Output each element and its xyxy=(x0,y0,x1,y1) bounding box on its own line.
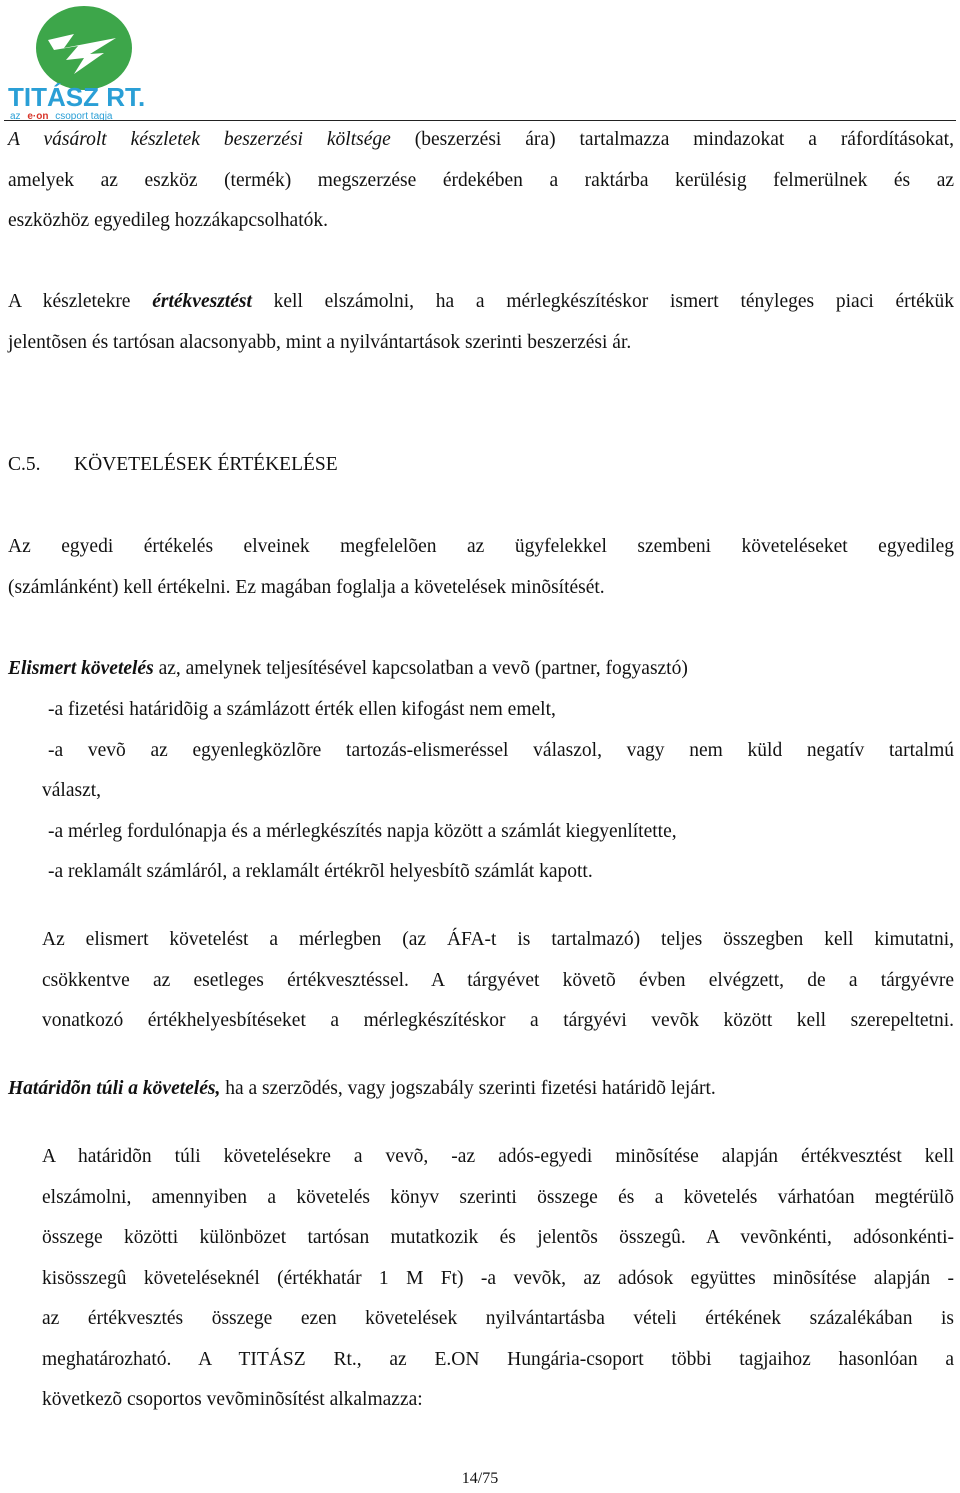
text-line: kisösszegû követeléseknél (értékhatár 1 M Ft) -a vevõk, az adósok együttes minõsítése alapján - xyxy=(42,1267,954,1289)
eon-brand-mark: e·on xyxy=(27,111,49,122)
text-line: eszközhöz egyedileg hozzákapcsolhatók. xyxy=(8,210,328,231)
paragraph-individual-valuation xyxy=(8,527,954,608)
logo-tagline-suffix: csoport tagja xyxy=(55,111,113,122)
text-span: kell elszámolni, ha a mérlegkészítéskor ismert tényleges piaci értékük xyxy=(251,291,954,312)
list-item: -a reklamált számláról, a reklamált értékrõl helyesbítõ számlát kapott. xyxy=(48,861,593,882)
text-line xyxy=(8,120,954,161)
emphasis-term: Elismert követelés xyxy=(8,658,154,679)
section-title: KÖVETELÉSEK ÉRTÉKELÉSE xyxy=(74,454,338,475)
company-logo xyxy=(4,4,160,122)
paragraph-acquisition-cost xyxy=(8,120,954,242)
text-line xyxy=(8,1069,954,1110)
emphasis-term: A vásárolt készletek beszerzési költsége xyxy=(8,129,391,150)
text-line: Az elismert követelést a mérlegben (az ÁFA-t is tartalmazó) teljes összegben kell kimutatni, xyxy=(42,929,954,950)
text-line: amelyek az eszköz (termék) megszerzése érdekében a raktárba kerülésig felmerülnek és az xyxy=(8,169,954,191)
paragraph-balance-sheet xyxy=(42,920,954,1042)
text-line: A határidõn túli követelésekre a vevõ, -az adós-egyedi minõsítése alapján értékvesztést kell xyxy=(42,1146,954,1167)
list-item: -a fizetési határidõig a számlázott érték ellen kifogást nem emelt, xyxy=(48,699,556,720)
text-line: Az egyedi értékelés elveinek megfelelõen az ügyfelekkel szembeni követeléseket egyedileg xyxy=(8,536,954,557)
text-span: (beszerzési ára) tartalmazza mindazokat a ráfordításokat, xyxy=(390,129,954,150)
emphasis-term: értékvesztést xyxy=(152,291,252,312)
text-line: csökkentve az esetleges értékvesztéssel. A tárgyévet követõ évben elvégzett, de a tárgyévre xyxy=(42,969,954,991)
text-line: következõ csoportos vevõminõsítést alkalmazza: xyxy=(42,1389,423,1410)
text-line: vonatkozó értékhelyesbítéseket a mérlegkészítéskor a tárgyévi vevõk között kell szerepeltetni. xyxy=(42,1010,954,1031)
text-line: összege közötti különbözet tartósan mutatkozik és jelentõs összegû. A vevõnkénti, adósonkénti- xyxy=(42,1227,954,1248)
section-number: C.5. xyxy=(8,454,41,475)
paragraph-impairment xyxy=(8,282,954,363)
text-line: elszámolni, amennyiben a követelés könyv szerinti összege és a követelés várhatóan megtérülõ xyxy=(42,1186,954,1208)
text-span: A készletekre xyxy=(8,291,153,312)
text-line: az értékvesztés összege ezen követelések nyilvántartásba vételi értékének százalékában is xyxy=(42,1308,954,1329)
list-item: -a mérleg fordulónapja és a mérlegkészítés napja között a számlát kiegyenlítette, xyxy=(48,820,677,842)
criteria-list xyxy=(42,690,954,893)
section-heading xyxy=(8,445,338,485)
paragraph-overdue xyxy=(8,1069,954,1110)
paragraph-recognized-receivable xyxy=(8,649,954,690)
text-line: jelentõsen és tartósan alacsonyabb, mint a nyilvántartások szerinti beszerzési ár. xyxy=(8,331,632,353)
logo-name: TITÁSZ RT. xyxy=(8,82,146,112)
list-item: -a vevõ az egyenlegközlõre tartozás-elismeréssel válaszol, vagy nem küld negatív tartalmú xyxy=(48,739,954,761)
text-line xyxy=(8,649,954,690)
text-span: ha a szerzõdés, vagy jogszabály szerinti fizetési határidõ lejárt. xyxy=(220,1078,716,1099)
text-line xyxy=(8,282,954,323)
paragraph-overdue-impairment xyxy=(42,1137,954,1421)
lightning-leaf-icon xyxy=(4,4,160,122)
text-span: az, amelynek teljesítésével kapcsolatban a vevõ (partner, fogyasztó) xyxy=(153,658,688,679)
page-number: 14/75 xyxy=(461,1470,499,1487)
emphasis-term: Határidõn túli a követelés, xyxy=(8,1078,221,1099)
text-line: meghatározható. A TITÁSZ Rt., az E.ON Hungária-csoport többi tagjaihoz hasonlóan a xyxy=(42,1348,954,1370)
text-line: (számlánként) kell értékelni. Ez magában foglalja a követelések minõsítését. xyxy=(8,576,605,598)
list-item-continuation: választ, xyxy=(42,780,102,801)
logo-tagline-prefix: az xyxy=(10,111,21,122)
